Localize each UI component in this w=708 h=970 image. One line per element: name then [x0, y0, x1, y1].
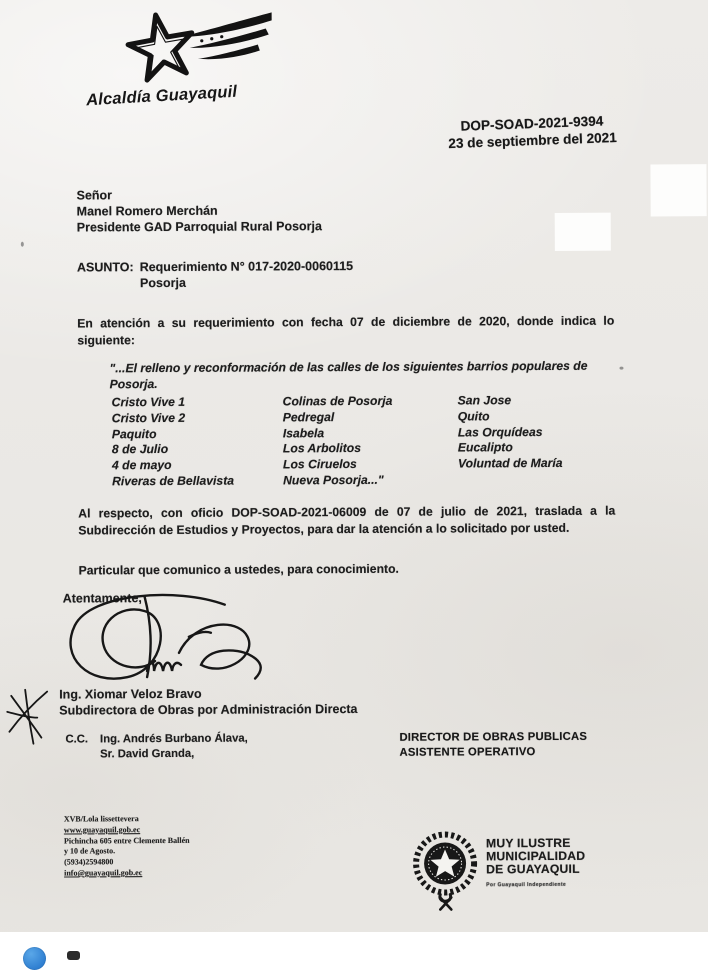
barrio-item: Colinas de Posorja	[282, 393, 393, 409]
barrio-item: Los Ciruelos	[282, 457, 357, 472]
barrio-item: Paquito	[111, 426, 157, 441]
scan-white-patch	[650, 164, 706, 216]
seal-line-1: MUY ILUSTRE	[485, 835, 571, 851]
barrio-column-2	[283, 393, 458, 489]
signer-title: Subdirectora de Obras por Administración Directa	[59, 701, 358, 718]
paragraph-2: Al respecto, con oficio DOP-SOAD-2021-06009 de 07 de julio de 2021, traslada a la Subdirección de Estudios y Proyectos, para dar la atención a lo solicitado por usted.	[78, 503, 616, 538]
recipient-name: Manel Romero Merchán	[76, 203, 218, 219]
star-flag-logo-icon	[114, 8, 274, 95]
cc-names	[100, 732, 248, 762]
footer-initials: XVB/Lola lissettevera	[63, 814, 139, 824]
cc-label: C.C.	[65, 733, 89, 746]
farewell: Atentamente,	[62, 591, 142, 606]
barrio-item: San Jose	[457, 393, 512, 408]
alcaldia-logo-wordmark: Alcaldía Guayaquil	[85, 82, 238, 110]
barrio-item: Voluntad de María	[457, 456, 563, 471]
quote-intro: "...El relleno y reconformación de las calles de los siguientes barrios populares de Posorja.	[109, 358, 588, 392]
barrio-item: Nueva Posorja..."	[283, 472, 384, 488]
bottom-white-strip	[0, 932, 708, 960]
footer-website-link[interactable]: www.guayaquil.gob.ec	[63, 824, 141, 835]
municipal-seal-block	[410, 825, 640, 921]
subject-label: ASUNTO:	[76, 260, 134, 275]
barrio-item: Eucalipto	[457, 440, 513, 455]
signer-name: Ing. Xiomar Veloz Bravo	[59, 686, 202, 702]
signature-scribble	[47, 590, 280, 695]
cc-name: Ing. Andrés Burbano Álava,	[100, 732, 248, 746]
scan-speck	[21, 242, 24, 247]
footer-email-link[interactable]: info@guayaquil.gob.ec	[64, 868, 143, 878]
barrio-item: Riveras de Bellavista	[112, 473, 235, 489]
barrio-item: Los Arbolitos	[282, 441, 362, 456]
barrio-list	[112, 392, 672, 490]
barrio-column-3	[458, 393, 563, 488]
barrio-item: 8 de Julio	[111, 442, 169, 457]
paraph-mark	[3, 688, 53, 746]
barrio-item: Quito	[457, 409, 490, 424]
barrio-item: Cristo Vive 1	[111, 394, 186, 410]
seal-line-2: MUNICIPALIDAD	[486, 848, 586, 864]
barrio-item: Las Orquídeas	[457, 424, 543, 440]
recipient-title: Presidente GAD Parroquial Rural Posorja	[76, 219, 322, 235]
subject-line1: Requerimiento N° 017-2020-0060115	[139, 259, 354, 275]
footer-address-2: y 10 de Agosto.	[63, 846, 116, 856]
subject-block	[77, 258, 353, 291]
barrio-item: Cristo Vive 2	[111, 410, 186, 426]
alcaldia-logo	[86, 6, 317, 111]
reference-block	[412, 111, 653, 154]
cc-block	[65, 732, 247, 762]
barrio-item: Pedregal	[282, 409, 335, 425]
scan-speck	[619, 367, 623, 370]
seal-tagline: Por Guayaquil Independiente	[486, 881, 567, 888]
like-reaction-icon[interactable]	[23, 947, 46, 970]
paragraph-1: En atención a su requerimiento con fecha 07 de diciembre de 2020, donde indica lo siguiente:	[77, 313, 615, 348]
scan-white-patch	[555, 213, 611, 251]
cc-name: Sr. David Granda,	[100, 747, 195, 760]
reference-date: 23 de septiembre del 2021	[448, 129, 618, 152]
cc-right-role-2: ASISTENTE OPERATIVO	[399, 745, 536, 759]
municipal-seal-icon	[410, 827, 480, 919]
barrio-item: 4 de mayo	[111, 458, 172, 473]
cc-right-role-1: DIRECTOR DE OBRAS PUBLICAS	[399, 730, 588, 744]
barrio-column-1	[112, 394, 283, 490]
footer-contact-block	[64, 814, 190, 879]
cc-right-block	[399, 730, 587, 760]
recipient-block	[77, 186, 322, 235]
seal-line-3: DE GUAYAQUIL	[486, 862, 580, 877]
paragraph-3: Particular que comunico a ustedes, para conocimiento.	[78, 561, 399, 578]
footer-phone: (5934)2594800	[64, 857, 114, 867]
footer-address-1: Pichincha 605 entre Clemente Ballén	[63, 835, 190, 846]
reference-code: DOP-SOAD-2021-9394	[460, 113, 604, 134]
cropped-caption-text	[67, 951, 80, 960]
barrio-item: Isabela	[282, 425, 325, 440]
recipient-salutation: Señor	[76, 188, 113, 203]
subject-line2: Posorja	[140, 275, 186, 291]
